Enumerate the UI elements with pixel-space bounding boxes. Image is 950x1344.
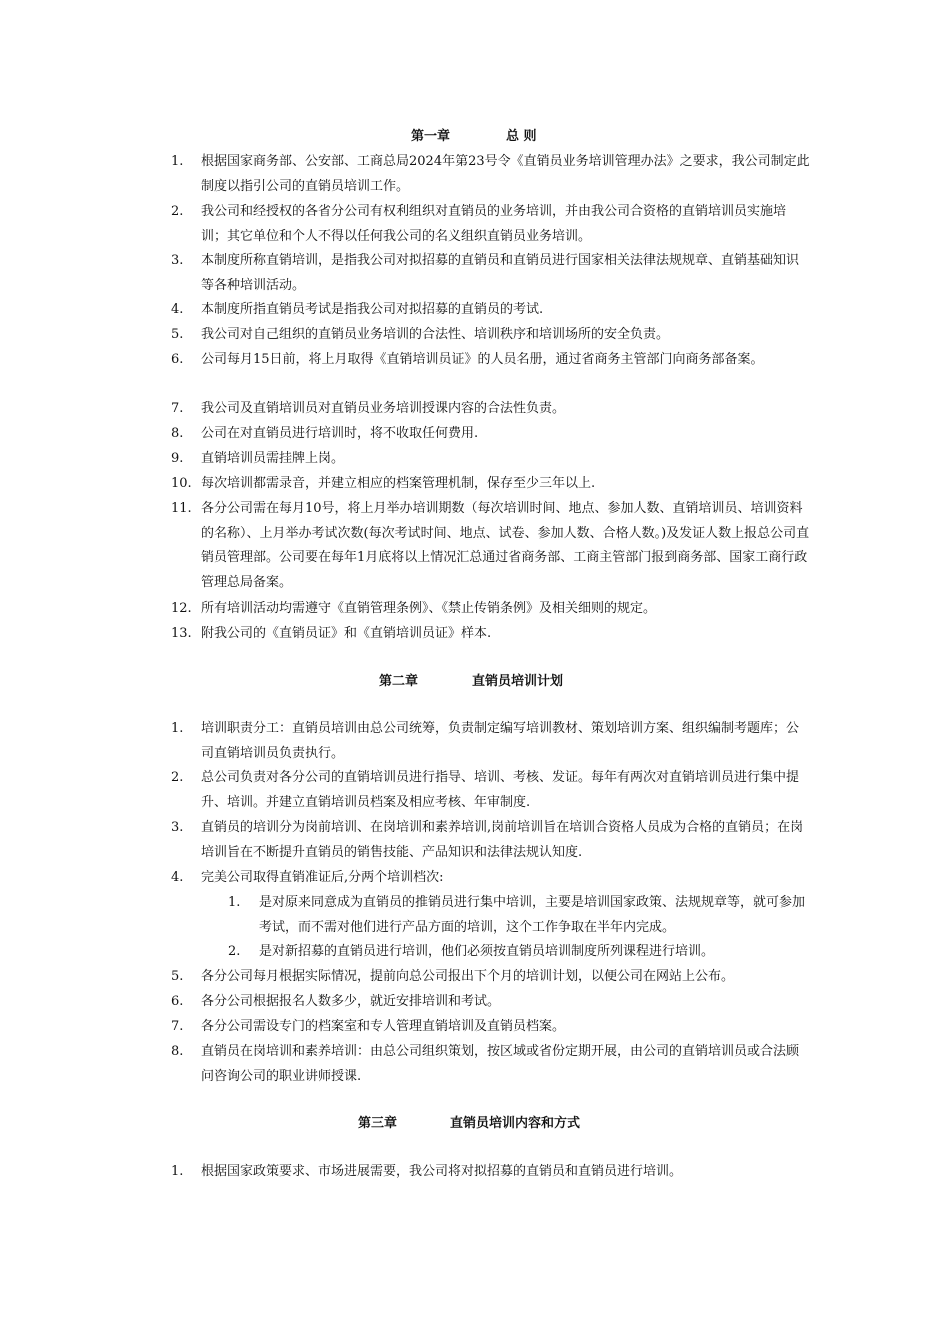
list-item: 8. 公司在对直销员进行培训时，将不收取任何费用.	[171, 426, 479, 441]
list-item: 5. 我公司对自己组织的直销员业务培训的合法性、培训秩序和培训场所的安全负责。	[171, 327, 670, 342]
list-item: 10. 每次培训都需录音，并建立相应的档案管理机制，保存至少三年以上.	[171, 476, 596, 491]
list-item: 2. 总公司负责对各分公司的直销培训员进行指导、培训、考核、发证。每年有两次对直销培训员进行集中提升、培训。并建立直销培训员档案及相应考核、年审制度.	[171, 770, 800, 810]
list-item: 7. 各分公司需设专门的档案室和专人管理直销培训及直销员档案。	[171, 1019, 566, 1034]
chapter-number: 第一章	[411, 129, 451, 144]
sub-list-item: 2. 是对新招募的直销员进行培训，他们必须按直销员培训制度所列课程进行培训。	[228, 944, 715, 959]
list-item: 1. 培训职责分工：直销员培训由总公司统筹，负责制定编写培训教材、策划培训方案、组织编制考题库；公司直销培训员负责执行。	[171, 721, 800, 761]
chapter-number: 第三章	[358, 1116, 398, 1131]
list-item: 4. 完美公司取得直销准证后,分两个培训档次:	[171, 870, 444, 885]
list-item: 1. 根据国家政策要求、市场进展需要，我公司将对拟招募的直销员和直销员进行培训。	[171, 1164, 683, 1179]
list-item: 2. 我公司和经授权的各省分公司有权利组织对直销员的业务培训，并由我公司合资格的直销培训员实施培训；其它单位和个人不得以任何我公司的名义组织直销员业务培训。	[171, 204, 787, 244]
list-item: 3. 直销员的培训分为岗前培训、在岗培训和素养培训,岗前培训旨在培训合资格人员成为合格的直销员；在岗培训旨在不断提升直销员的销售技能、产品知识和法律法规认知度.	[171, 820, 804, 860]
list-item: 1. 根据国家商务部、公安部、工商总局2024年第23号令《直销员业务培训管理办法》之要求，我公司制定此制度以指引公司的直销员培训工作。	[171, 154, 810, 194]
chapter-title: 直销员培训计划	[472, 674, 564, 689]
chapter-number: 第二章	[379, 674, 419, 689]
list-item: 7. 我公司及直销培训员对直销员业务培训授课内容的合法性负责。	[171, 401, 566, 416]
list-item: 6. 公司每月15日前，将上月取得《直销培训员证》的人员名册，通过省商务主管部门向商务部备案。	[171, 352, 764, 367]
chapter-title: 总 则	[506, 129, 537, 144]
list-item: 12. 所有培训活动均需遵守《直销管理条例》、《禁止传销条例》及相关细则的规定。	[171, 601, 657, 616]
sub-list-item: 1. 是对原来同意成为直销员的推销员进行集中培训，主要是培训国家政策、法规规章等，就可参加考试，而不需对他们进行产品方面的培训，这个工作争取在半年内完成。	[228, 895, 806, 935]
list-item: 5. 各分公司每月根据实际情况，提前向总公司报出下个月的培训计划，以便公司在网站上公布。	[171, 969, 735, 984]
list-item: 4. 本制度所指直销员考试是指我公司对拟招募的直销员的考试.	[171, 302, 544, 317]
list-item: 6. 各分公司根据报名人数多少，就近安排培训和考试。	[171, 994, 501, 1009]
list-item: 9. 直销培训员需挂牌上岗。	[171, 451, 345, 466]
list-item: 3. 本制度所称直销培训，是指我公司对拟招募的直销员和直销员进行国家相关法律法规规章、直销基础知识等各种培训活动。	[171, 253, 800, 293]
list-item: 11. 各分公司需在每月10号，将上月举办培训期数（每次培训时间、地点、参加人数、直销培训员、培训资料的名称）、上月举办考试次数(每次考试时间、地点、试卷、参加人数、合格人数。)及发证人数上报总公司直销员管理部。公司要在每年1月底将以上情况汇总通过省商务部、工商主管部门报到商务部、国家工商行政管理总局备案。	[171, 501, 810, 590]
list-item: 8. 直销员在岗培训和素养培训：由总公司组织策划，按区域或省份定期开展，由公司的直销培训员或合法顾问咨询公司的职业讲师授课.	[171, 1044, 800, 1084]
chapter-title: 直销员培训内容和方式	[450, 1116, 581, 1131]
list-item: 13. 附我公司的《直销员证》和《直销培训员证》样本.	[171, 626, 492, 641]
